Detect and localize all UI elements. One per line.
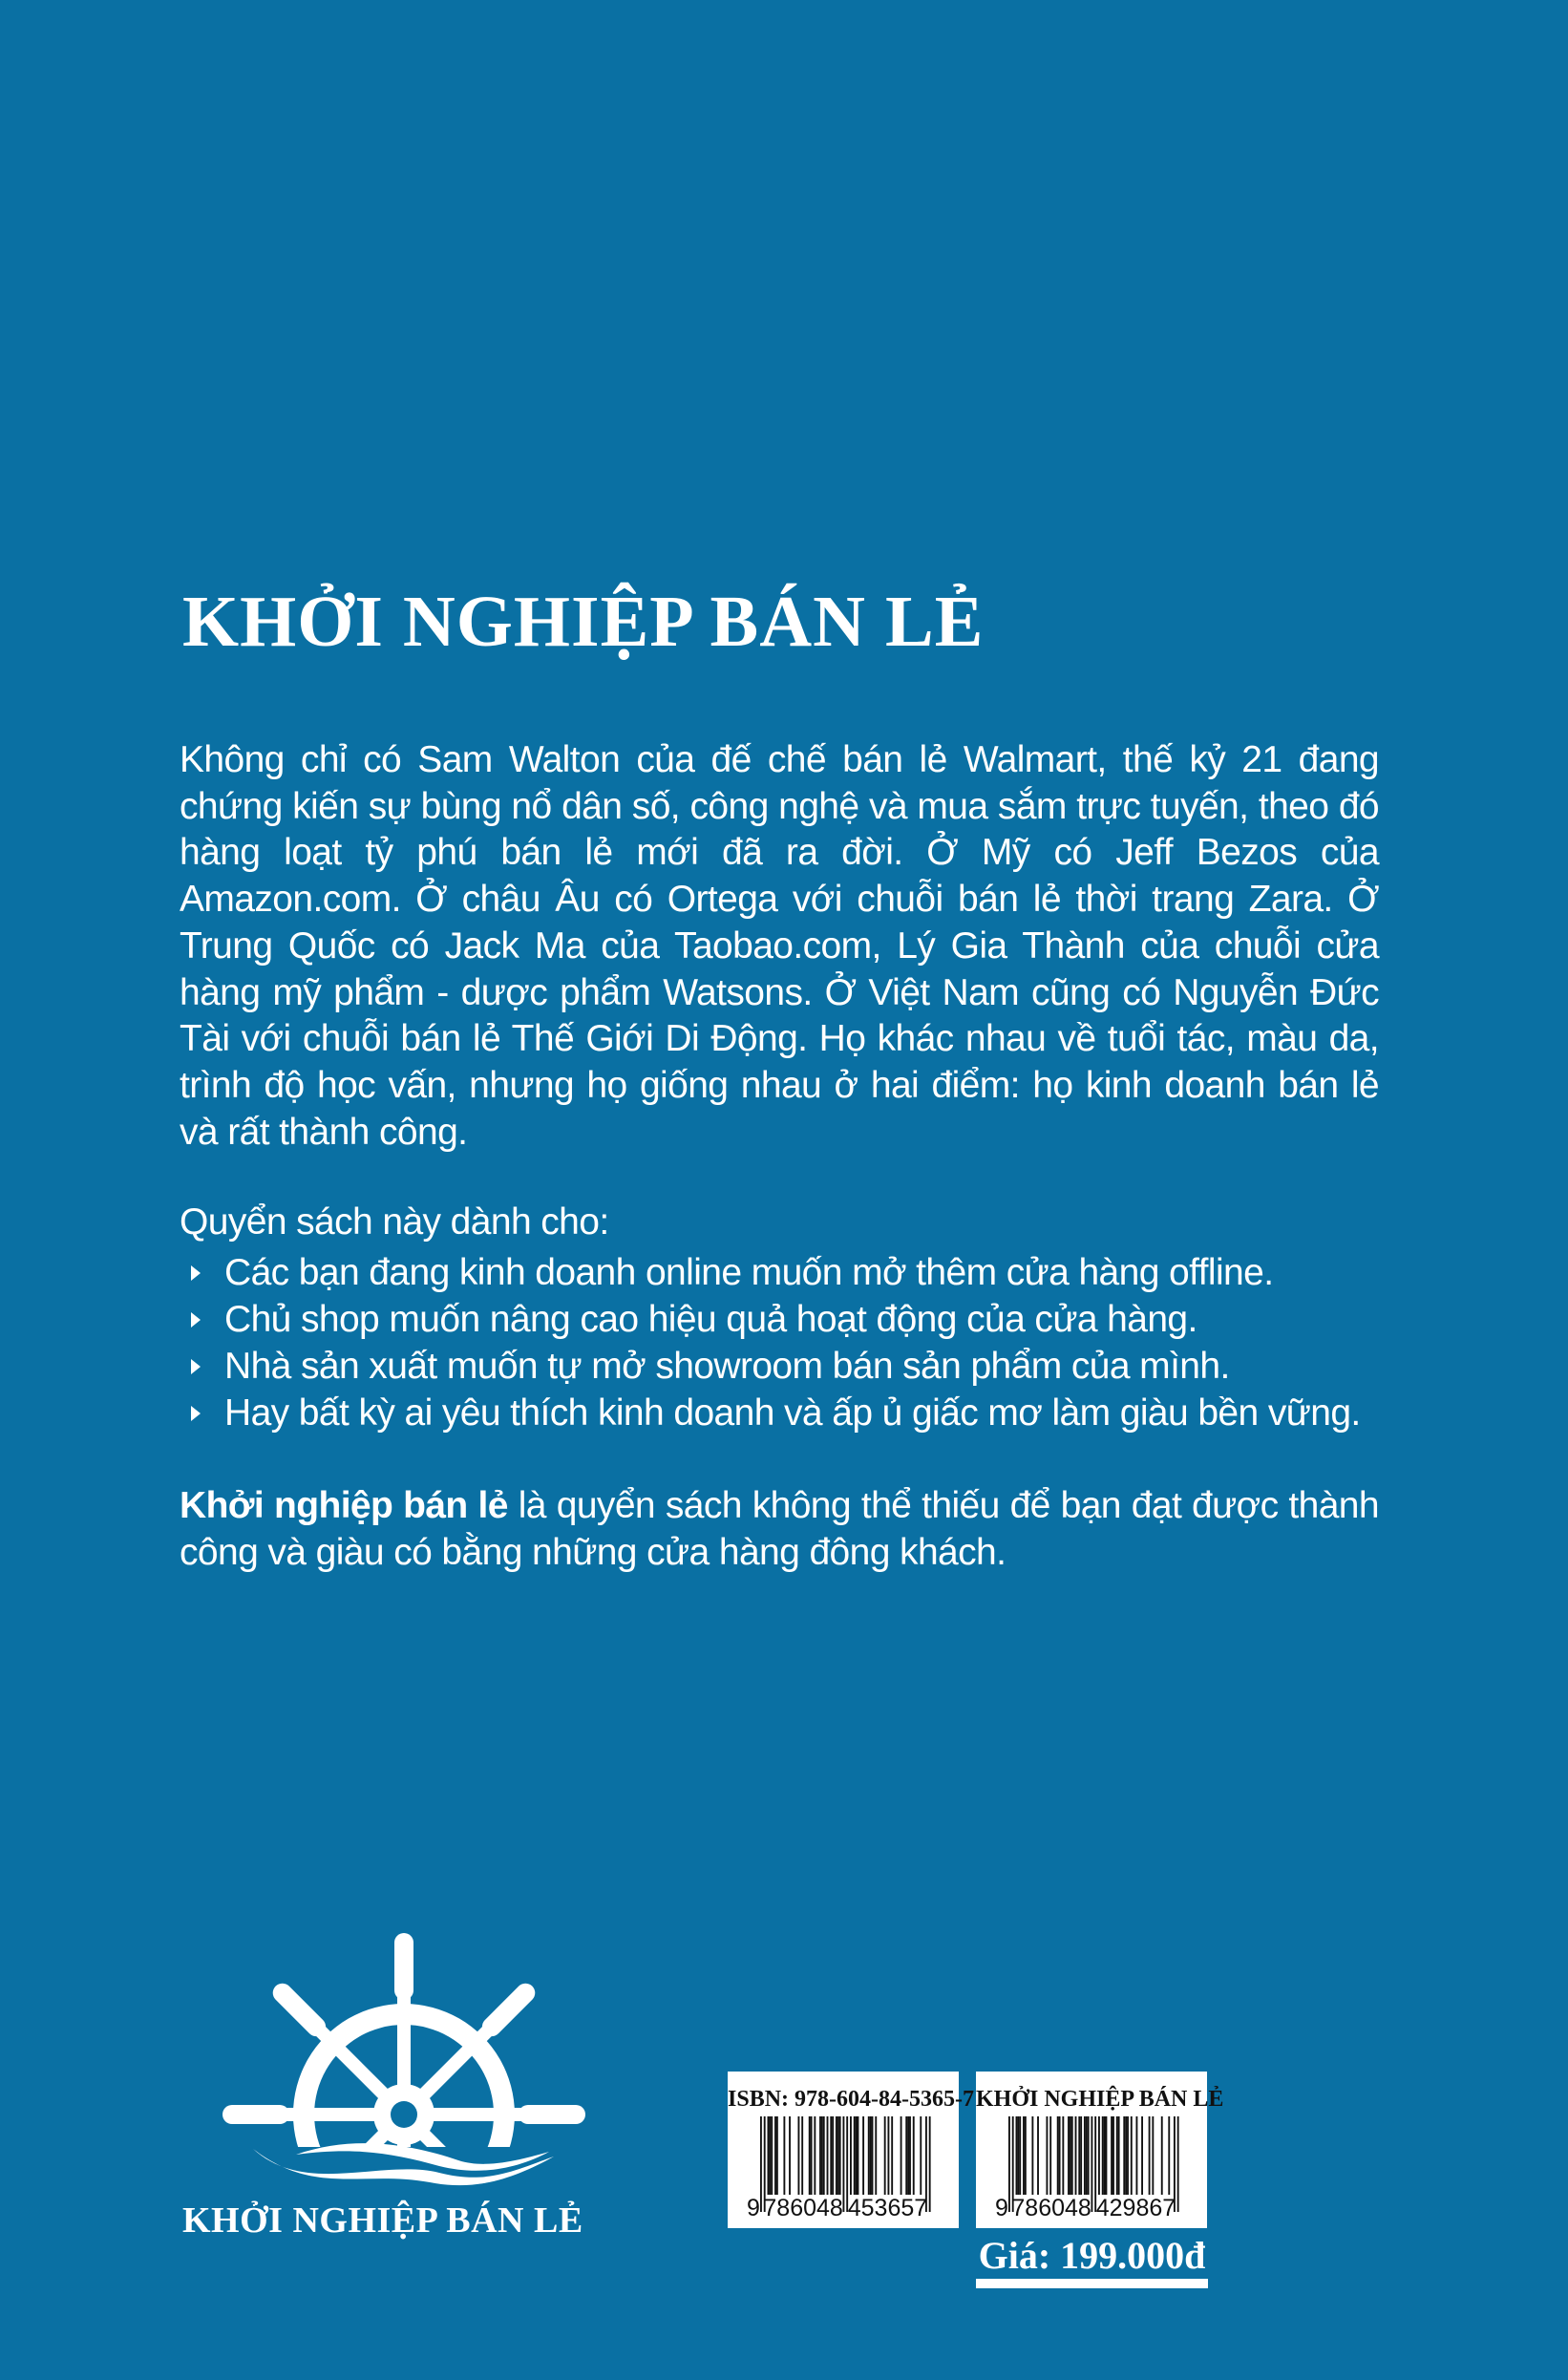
barcode-bar <box>1123 2116 1125 2195</box>
barcode-bar <box>1135 2116 1137 2195</box>
barcode-bar <box>1111 2116 1112 2195</box>
price-label: Giá: 199.000đ <box>978 2234 1206 2277</box>
barcode-bar <box>1068 2116 1070 2195</box>
isbn-label: ISBN: 978-604-84-5365-7 <box>728 2087 974 2112</box>
barcode-bar <box>809 2116 811 2195</box>
barcode-bar <box>1125 2116 1127 2195</box>
price-barcode <box>976 2072 1224 2228</box>
barcode-bar <box>1057 2116 1059 2195</box>
barcode-bar <box>1071 2116 1073 2195</box>
barcode-bar <box>789 2116 791 2195</box>
barcode-bar <box>768 2116 770 2195</box>
intro-line: Amazon.com. Ở châu Âu có Ortega với chuỗi bán lẻ thời trang Zara. Ở <box>180 879 1379 921</box>
list-item <box>191 1390 1361 1436</box>
barcode-bar <box>1046 2116 1048 2195</box>
barcode-bar <box>1098 2116 1100 2195</box>
barcode-bar <box>1112 2116 1114 2195</box>
barcode-bar <box>907 2116 909 2195</box>
barcode-bar <box>868 2116 870 2195</box>
barcode-bar <box>1084 2116 1086 2195</box>
barcode-bar <box>1075 2116 1077 2195</box>
closing-line <box>180 1483 1379 1530</box>
barcode-bar <box>811 2116 813 2195</box>
intro-line: và rất thành công. <box>180 1111 468 1153</box>
barcode-bar <box>905 2116 907 2195</box>
barcode-bar <box>769 2116 771 2195</box>
barcode-bar <box>1019 2116 1021 2195</box>
barcode-digits: 786048 <box>1011 2195 1091 2221</box>
barcode-bar <box>887 2116 889 2195</box>
barcode-bar <box>862 2116 864 2195</box>
list-item-text: Nhà sản xuất muốn tự mở showroom bán sản phẩm của mình. <box>224 1346 1230 1387</box>
barcode-bar <box>1118 2116 1120 2195</box>
barcode-bar <box>823 2116 825 2195</box>
barcode-bar <box>1062 2116 1064 2195</box>
barcode-bar <box>1031 2116 1033 2195</box>
barcode-bar <box>783 2116 785 2195</box>
bullet-triangle-icon <box>191 1312 201 1328</box>
barcode-bar <box>830 2116 832 2195</box>
list-item-text: Các bạn đang kinh doanh online muốn mở thêm cửa hàng offline. <box>224 1252 1274 1293</box>
barcode-bar <box>1102 2116 1104 2195</box>
barcode-bar <box>836 2116 837 2195</box>
barcode-bar <box>1131 2116 1133 2195</box>
intro-line: hàng loạt tỷ phú bán lẻ mới đã ra đời. Ở Mỹ có Jeff Bezos của <box>180 832 1379 874</box>
barcode-bar <box>1049 2116 1051 2195</box>
list-item-text: Chủ shop muốn nâng cao hiệu quả hoạt động của cửa hàng. <box>224 1299 1197 1340</box>
list-item <box>191 1249 1361 1296</box>
barcode-bar <box>901 2116 902 2195</box>
closing-bold-title: Khởi nghiệp bán lẻ <box>180 1485 508 1526</box>
barcode-bar <box>1088 2116 1090 2195</box>
bullet-triangle-icon <box>191 1406 201 1421</box>
barcode-bar <box>870 2116 872 2195</box>
closing-text: là quyển sách không thể thiếu để bạn đạt được thành <box>507 1485 1379 1526</box>
intro-line: Không chỉ có Sam Walton của đế chế bán lẻ Walmart, thế kỷ 21 đang <box>180 739 1379 780</box>
intro-line: chứng kiến sự bùng nổ dân số, công nghệ và mua sắm trực tuyến, theo đó <box>180 785 1379 827</box>
barcode-bar <box>884 2116 886 2195</box>
barcode-bar <box>1086 2116 1088 2195</box>
barcode-bar <box>1116 2116 1118 2195</box>
barcode-bar <box>827 2116 829 2195</box>
barcode-bar <box>929 2116 931 2212</box>
barcode-digits: 429867 <box>1095 2195 1176 2221</box>
barcode-bar <box>1177 2116 1179 2212</box>
barcode-bar <box>776 2116 778 2195</box>
barcode-bar <box>1070 2116 1071 2195</box>
barcode-bar <box>1037 2116 1039 2195</box>
barcode-bar <box>832 2116 834 2195</box>
ship-wheel-logo-icon <box>172 1920 649 2197</box>
barcode-bar <box>1127 2116 1129 2195</box>
barcode-bar <box>1017 2116 1019 2195</box>
barcode-bar <box>858 2116 859 2195</box>
barcode-bar <box>856 2116 858 2195</box>
barcode-bar <box>797 2116 799 2195</box>
barcode-bar <box>774 2116 776 2195</box>
barcode-bar <box>1025 2116 1027 2195</box>
intro-line: hàng mỹ phẩm - dược phẩm Watsons. Ở Việt Nam cũng có Nguyễn Đức <box>180 971 1379 1013</box>
barcode-bar <box>909 2116 911 2195</box>
barcode-bar <box>819 2116 821 2195</box>
barcode-bar <box>913 2116 915 2195</box>
audience-list <box>191 1249 1361 1436</box>
barcode-digits: 9 <box>747 2195 760 2221</box>
barcode-bar <box>839 2116 841 2195</box>
barcode-bar <box>920 2116 922 2195</box>
isbn-barcode <box>728 2072 974 2228</box>
barcode-bar <box>1008 2116 1010 2212</box>
intro-paragraph <box>180 737 1379 1156</box>
barcode-bar <box>1023 2116 1025 2195</box>
book-title: KHỞI NGHIỆP BÁN LẺ <box>182 582 985 662</box>
price-underline <box>976 2279 1208 2288</box>
audience-lead: Quyển sách này dành cho: <box>180 1201 609 1243</box>
list-item <box>191 1343 1361 1390</box>
barcode-bar <box>1106 2116 1108 2195</box>
barcode-digits: 453657 <box>847 2195 928 2221</box>
barcode-bar <box>1168 2116 1170 2195</box>
barcode-bar <box>814 2116 816 2195</box>
barcode-bar <box>854 2116 856 2195</box>
barcode-bar <box>801 2116 803 2195</box>
intro-line: Tài với chuỗi bán lẻ Thế Giới Di Động. Họ khác nhau về tuổi tác, màu da, <box>180 1018 1379 1060</box>
barcode-bar <box>1059 2116 1061 2195</box>
barcode-bar <box>1016 2116 1018 2195</box>
intro-line: trình độ học vấn, nhưng họ giống nhau ở hai điểm: họ kinh doanh bán lẻ <box>180 1064 1379 1106</box>
logo-text: KHỞI NGHIỆP BÁN LẺ <box>182 2200 583 2241</box>
closing-line: công và giàu có bằng những cửa hàng đông khách. <box>180 1531 1006 1573</box>
barcode-bar <box>821 2116 823 2195</box>
barcode-bar <box>1161 2116 1163 2195</box>
barcode-bar <box>771 2116 773 2195</box>
barcode-icon <box>728 2072 974 2228</box>
barcode-bar <box>872 2116 874 2195</box>
intro-line: Trung Quốc có Jack Ma của Taobao.com, Lý Gia Thành của chuỗi cửa <box>180 924 1379 967</box>
barcode-bar <box>1078 2116 1080 2195</box>
barcode-icon <box>976 2072 1224 2228</box>
barcode-bar <box>875 2116 877 2195</box>
barcode-bar <box>1141 2116 1143 2195</box>
list-item <box>191 1296 1361 1343</box>
barcode-digits: 786048 <box>763 2195 843 2221</box>
barcode-bar <box>1104 2116 1106 2195</box>
bullet-triangle-icon <box>191 1359 201 1374</box>
closing-paragraph <box>180 1483 1379 1576</box>
barcode-bar <box>1080 2116 1082 2195</box>
barcode-digits: 9 <box>995 2195 1008 2221</box>
barcode-bar <box>1152 2116 1154 2195</box>
barcode-bar <box>1149 2116 1151 2195</box>
barcode-title-label: KHỞI NGHIỆP BÁN LẺ <box>976 2087 1224 2112</box>
barcode-bar <box>837 2116 839 2195</box>
barcode-bar <box>850 2116 852 2195</box>
barcode-bar <box>891 2116 893 2195</box>
bullet-triangle-icon <box>191 1265 201 1281</box>
barcode-bar <box>760 2116 762 2212</box>
list-item-text: Hay bất kỳ ai yêu thích kinh doanh và ấp ủ giấc mơ làm giàu bền vững. <box>224 1392 1361 1434</box>
